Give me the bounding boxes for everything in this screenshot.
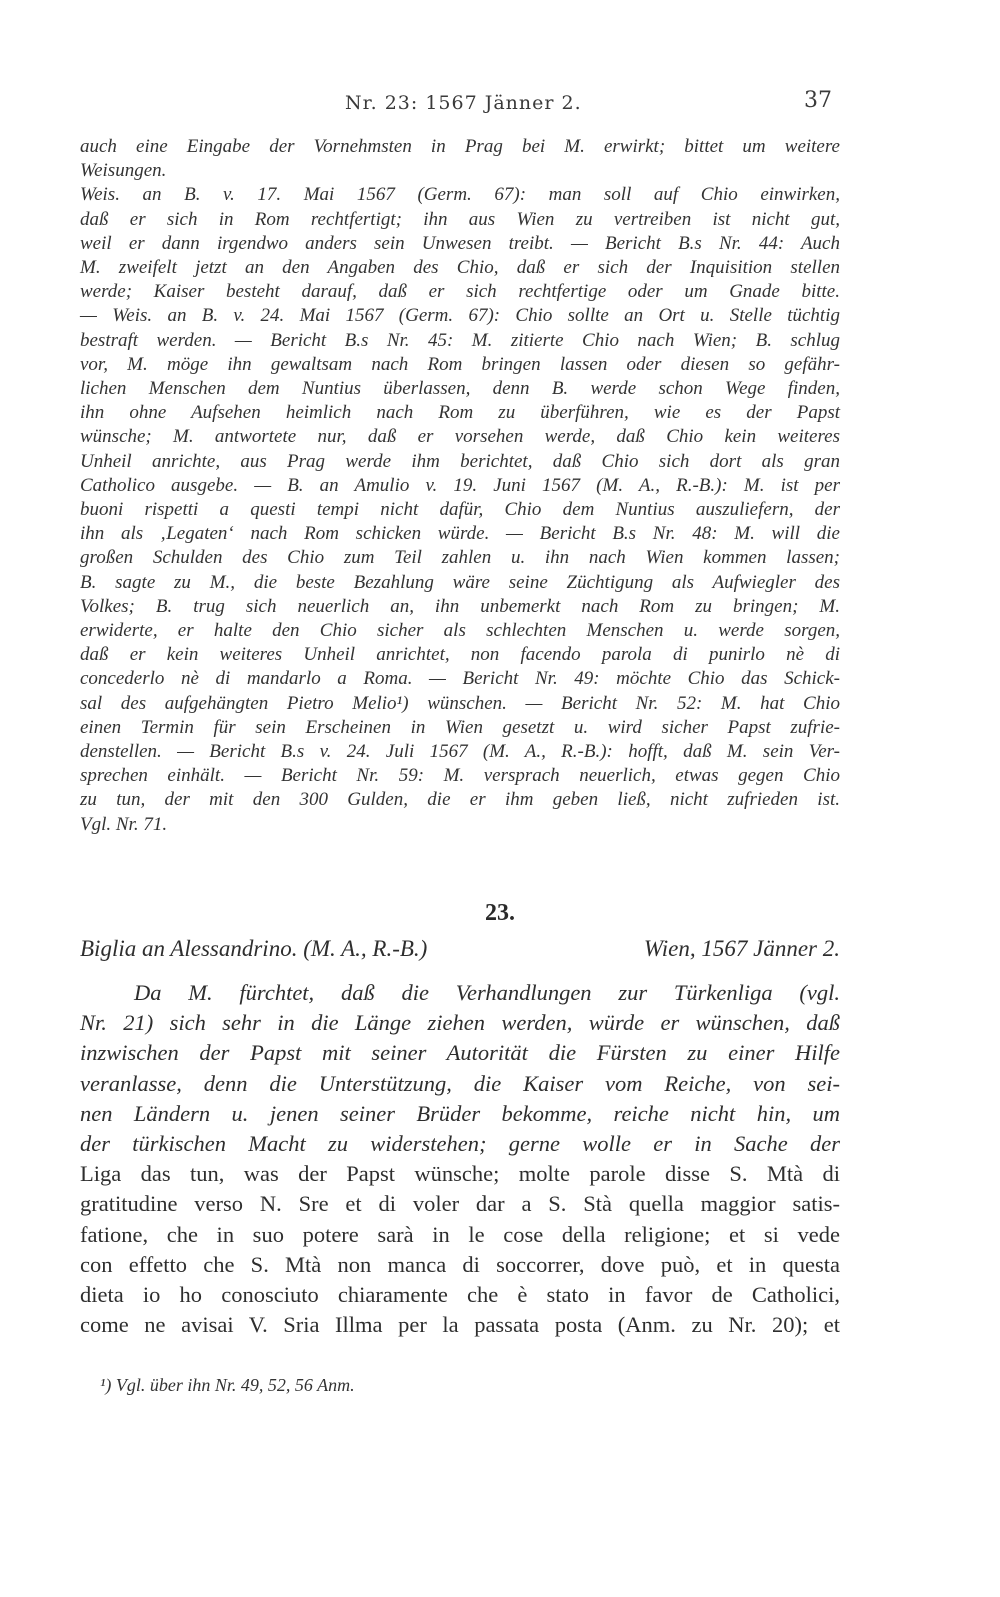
notes-line: Vgl. Nr. 71. — [80, 813, 168, 835]
notes-line: Weis. an B. v. 17. Mai 1567 (Germ. 67): man soll auf Chio einwirken, — [80, 184, 840, 206]
document-place-date: Wien, 1567 Jänner 2. — [643, 936, 840, 961]
page-number: 37 — [804, 88, 832, 113]
document-sender-recipient: Biglia an Alessandrino. (M. A., R.-B.) — [80, 936, 428, 961]
notes-line: auch eine Eingabe der Vornehmsten in Prag bei M. erwirkt; bittet um weitere — [80, 136, 840, 157]
notes-line: großen Schulden des Chio zum Teil zahlen u. ihn nach Wien kommen lassen; — [80, 547, 840, 569]
body-line: come ne avisai V. Sria Illma per la passata posta (Anm. zu Nr. 20); et — [80, 1312, 840, 1338]
body-line: inzwischen der Papst mit seiner Autorität die Fürsten zu einer Hilfe — [80, 1040, 840, 1066]
notes-line: B. sagte zu M., die beste Bezahlung wäre seine Züchtigung als Aufwiegler des — [80, 571, 840, 593]
notes-line: daß er sich in Rom rechtfertigt; ihn aus Wien zu vertreiben ist nicht gut, — [80, 208, 840, 230]
notes-line: bestraft werden. — Bericht B.s Nr. 45: M. zitierte Chio nach Wien; B. schlug — [80, 329, 840, 351]
footnote: ¹) Vgl. über ihn Nr. 49, 52, 56 Anm. — [100, 1375, 355, 1395]
notes-line: erwiderte, er halte den Chio sicher als schlechten Menschen u. werde sorgen, — [80, 620, 840, 642]
body-line: gratitudine verso N. Sre et di voler dar a S. Stà quella maggior satis- — [80, 1191, 840, 1217]
body-line: Da M. fürchtet, daß die Verhandlungen zur Türkenliga (vgl. — [134, 980, 840, 1005]
notes-line: sprechen einhält. — Bericht Nr. 59: M. versprach neuerlich, etwas gegen Chio — [80, 765, 840, 787]
notes-line: Volkes; B. trug sich neuerlich an, ihn unbemerkt nach Rom zu bringen; M. — [80, 595, 840, 617]
notes-line: Weisungen. — [80, 160, 167, 182]
notes-paragraph — [80, 135, 840, 837]
notes-line: Unheil anrichte, aus Prag werde ihm berichtet, daß Chio sich dort als gran — [80, 450, 840, 472]
notes-line: daß er kein weiteres Unheil anrichtet, non facendo parola di punirlo nè di — [80, 644, 840, 666]
body-line: Nr. 21) sich sehr in die Länge ziehen werden, würde er wünschen, daß — [80, 1010, 840, 1036]
body-line: con effetto che S. Mtà non manca di soccorrer, dove può, et in questa — [80, 1251, 840, 1277]
body-line: dieta io ho conosciuto chiaramente che è stato in favor de Catholici, — [80, 1282, 840, 1308]
notes-line: ihn als ‚Legaten‘ nach Rom schicken würde. — Bericht B.s Nr. 48: M. will die — [80, 523, 840, 545]
notes-line: buoni rispetti a questi tempi nicht dafür, Chio dem Nuntius auszuliefern, der — [80, 499, 840, 521]
notes-line: — Weis. an B. v. 24. Mai 1567 (Germ. 67): Chio sollte an Ort u. Stelle tüchtig — [80, 305, 840, 327]
notes-line: denstellen. — Bericht B.s v. 24. Juli 1567 (M. A., R.-B.): hofft, daß M. sein Ver- — [80, 741, 840, 763]
notes-line: einen Termin für sein Erscheinen in Wien gesetzt u. wird sicher Papst zufrie- — [80, 716, 840, 738]
body-line: veranlasse, denn die Unterstützung, die Kaiser vom Reiche, von sei- — [80, 1070, 840, 1096]
body-line: der türkischen Macht zu widerstehen; gerne wolle er in Sache der — [80, 1131, 840, 1157]
notes-line: Catholico ausgebe. — B. an Amulio v. 19. Juni 1567 (M. A., R.-B.): M. ist per — [80, 474, 840, 496]
body-line: nen Ländern u. jenen seiner Brüder bekomme, reiche nicht hin, um — [80, 1100, 840, 1126]
notes-line: lichen Menschen dem Nuntius überlassen, denn B. werde schon Wege finden, — [80, 378, 840, 400]
notes-line: concederlo nè di mandarlo a Roma. — Bericht Nr. 49: möchte Chio das Schick- — [80, 668, 840, 690]
document-heading — [80, 936, 840, 962]
body-line: Liga das tun, was der Papst wünsche; molte parole disse S. Mtà di — [80, 1161, 840, 1187]
body-line: fatione, che in suo potere sarà in le cose della religione; et si vede — [80, 1221, 840, 1247]
document-number: 23. — [485, 900, 515, 926]
document-body — [80, 978, 840, 1340]
notes-line: vor, M. möge ihn gewaltsam nach Rom bringen lassen oder diesen so gefähr- — [80, 353, 840, 375]
notes-line: M. zweifelt jetzt an den Angaben des Chio, daß er sich der Inquisition stellen — [80, 257, 840, 279]
running-head: Nr. 23: 1567 Jänner 2. — [345, 92, 582, 114]
notes-line: ihn ohne Aufsehen heimlich nach Rom zu überführen, wie es der Papst — [80, 402, 840, 424]
notes-line: sal des aufgehängten Pietro Melio¹) wünschen. — Bericht Nr. 52: M. hat Chio — [80, 692, 840, 714]
notes-line: werde; Kaiser besteht darauf, daß er sich rechtfertige oder um Gnade bitte. — [80, 281, 840, 303]
notes-line: wünsche; M. antwortete nur, daß er vorsehen werde, daß Chio kein weiteres — [80, 426, 840, 448]
notes-line: zu tun, der mit den 300 Gulden, die er ihm geben ließ, nicht zufrieden ist. — [80, 789, 840, 811]
notes-line: weil er dann irgendwo anders sein Unwesen treibt. — Bericht B.s Nr. 44: Auch — [80, 232, 840, 254]
